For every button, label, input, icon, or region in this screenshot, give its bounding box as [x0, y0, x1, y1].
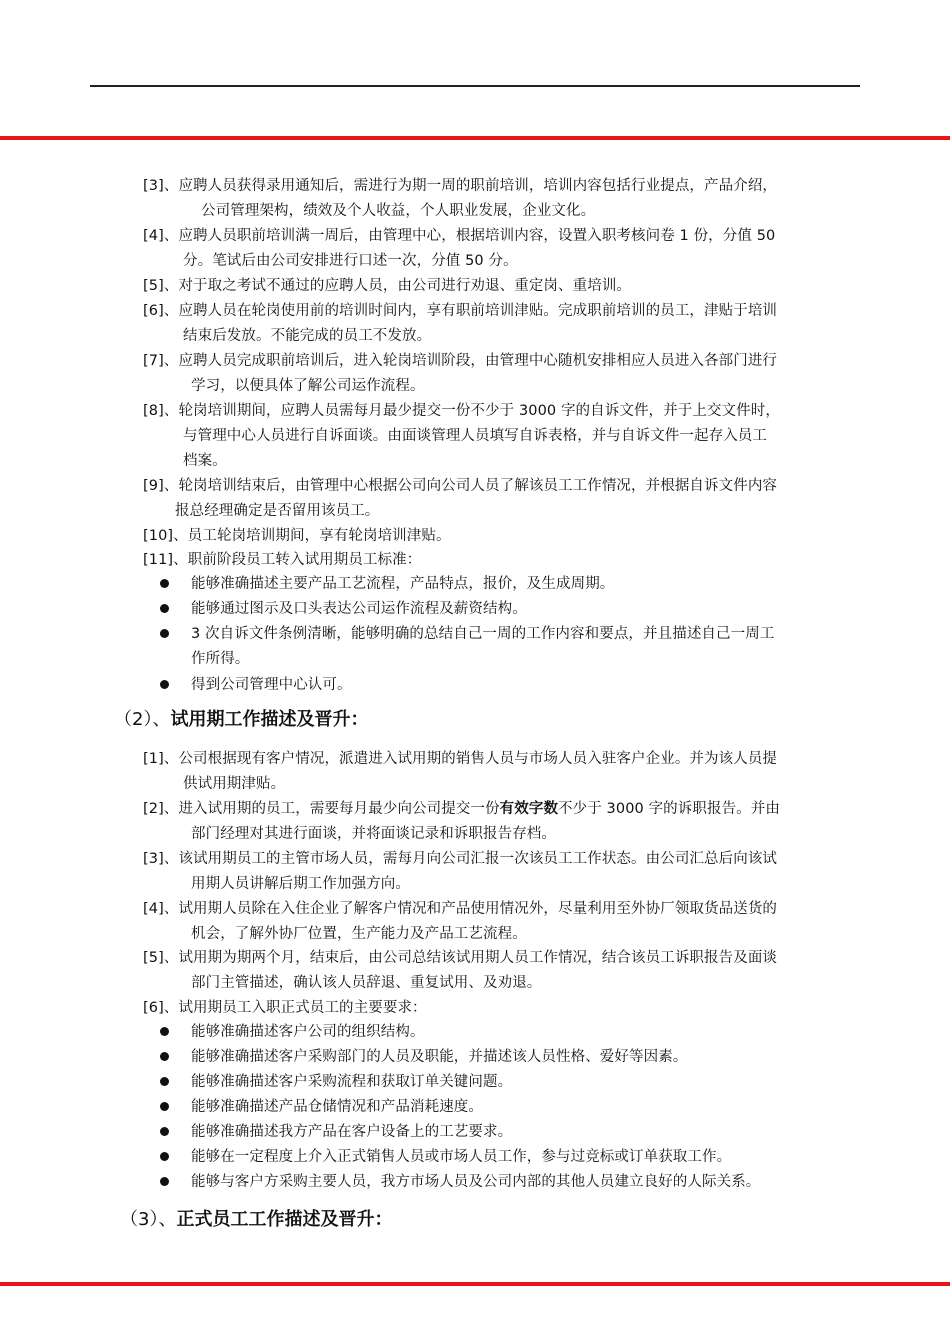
- section2-heading: [114, 708, 368, 732]
- bullet-icon: [160, 1077, 169, 1086]
- bullet-icon: [160, 680, 169, 689]
- bullet-icon: [160, 1152, 169, 1161]
- bullet-icon: [160, 629, 169, 638]
- section3-heading: [120, 1208, 392, 1232]
- footer-red-band: [0, 1282, 950, 1286]
- bullet-icon: [160, 579, 169, 588]
- section3-heading-prefix: （3）、: [120, 1209, 177, 1230]
- bullet-icon: [160, 1052, 169, 1061]
- bullet-icon: [160, 1127, 169, 1136]
- section3-heading-title: 正式员工工作描述及晋升：: [176, 1209, 393, 1230]
- bullet-icon: [160, 1027, 169, 1036]
- bullet-icon: [160, 1177, 169, 1186]
- bullet-icon: [160, 1102, 169, 1111]
- section2-heading-prefix: （2）、: [114, 709, 171, 730]
- header-red-band: [0, 136, 950, 140]
- section2-heading-title: 试用期工作描述及晋升：: [170, 709, 369, 730]
- bullet-icon: [160, 604, 169, 613]
- emphasis-text: 有效字数: [499, 801, 559, 817]
- header-rule: [90, 85, 860, 87]
